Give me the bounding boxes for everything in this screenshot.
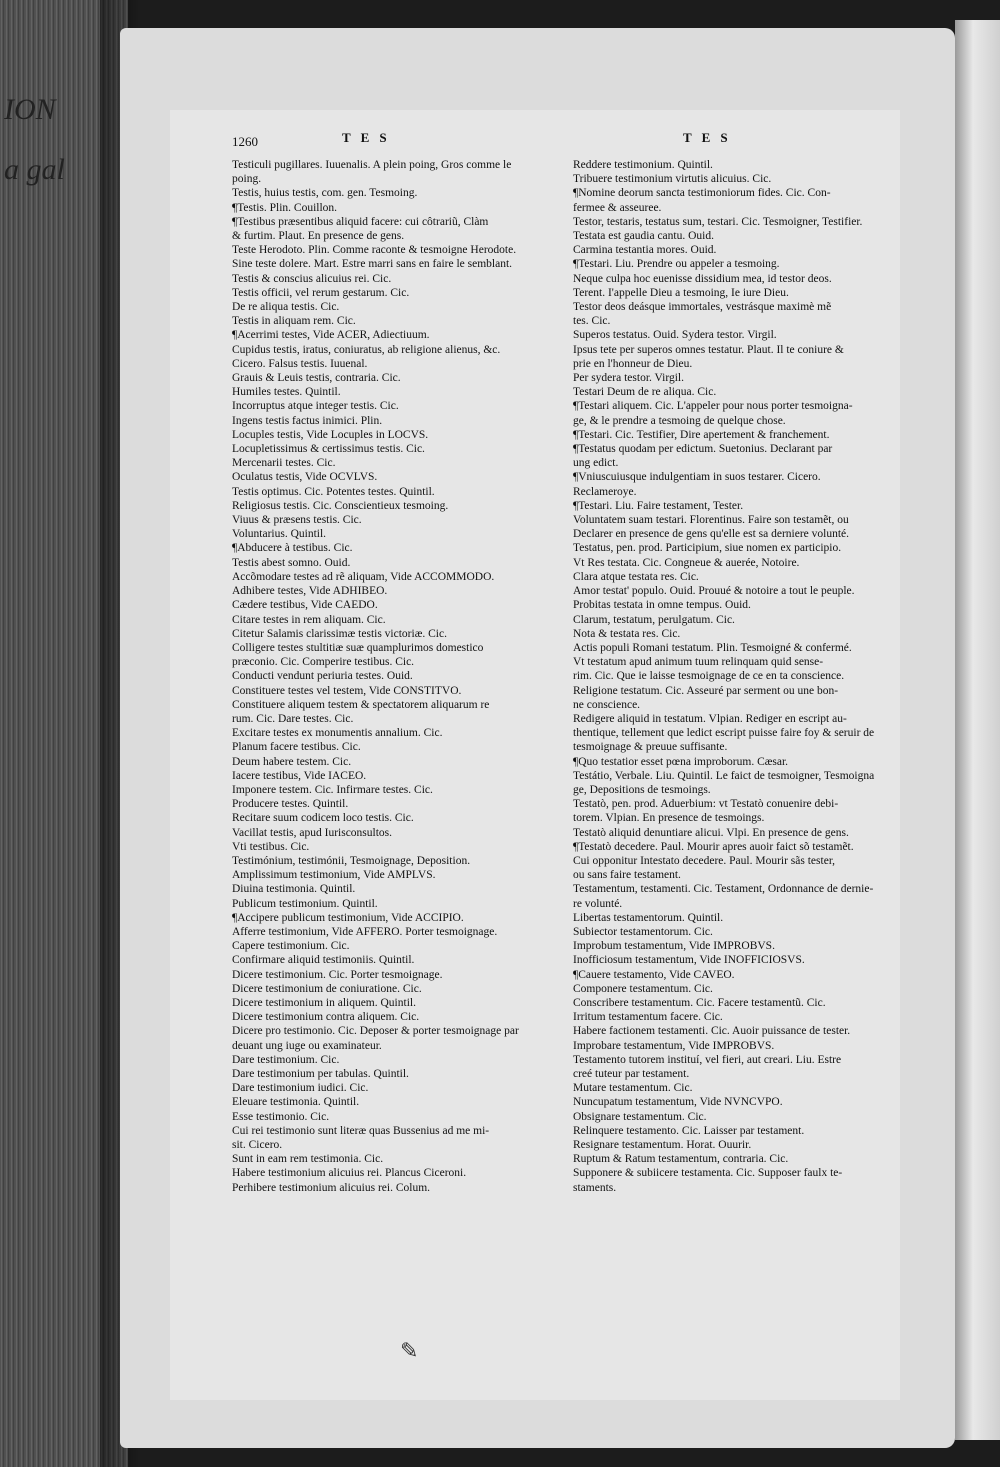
dictionary-line: Testata est gaudia cantu. Ouid. — [573, 230, 714, 243]
dictionary-line: Carmina testantia mores. Ouid. — [573, 244, 717, 257]
dictionary-line: ou sans faire testament. — [573, 869, 681, 882]
dictionary-line: Testamento tutorem instituí, vel fieri, aut creari. Liu. Estre — [573, 1053, 842, 1066]
dictionary-line: Dare testimonium per tabulas. Quintil. — [232, 1068, 409, 1080]
dictionary-line: Neque culpa hoc euenisse dissidium mea, id testor deos. — [573, 272, 832, 285]
dictionary-line: Testor deos deásque immortales, vestrásque maximè mẽ — [573, 301, 832, 314]
dictionary-line: Vacillat testis, apud Iurisconsultos. — [232, 826, 393, 839]
dictionary-line: Constituere aliquem testem & spectatorem aliquarum re — [232, 698, 490, 711]
dictionary-line: Perhibere testimonium alicuius rei. Colum. — [232, 1181, 431, 1194]
dictionary-line: Ingens testis factus inimici. Plin. — [232, 414, 383, 427]
dictionary-line: Locupletissimus & certissimus testis. Cic. — [232, 443, 425, 456]
dictionary-line: Reclameroye. — [573, 485, 637, 498]
dictionary-line: Actis populi Romani testatum. Plin. Tesmoigné & confermé. — [573, 641, 852, 654]
dictionary-line: Mutare testamentum. Cic. — [573, 1082, 693, 1095]
dictionary-line: ¶Testatò decedere. Paul. Mourir apres auoir faict sõ testamẽt. — [573, 840, 854, 853]
dictionary-line: Grauis & Leuis testis, contraria. Cic. — [232, 372, 401, 385]
dictionary-line: Improbare testamentum, Vide IMPROBVS. — [573, 1039, 775, 1052]
dictionary-line: Planum facere testibus. Cic. — [232, 741, 361, 754]
dictionary-line: ¶Quo testatior esset pœna improborum. Cæsar. — [573, 755, 789, 768]
dictionary-line: De re aliqua testis. Cic. — [232, 301, 340, 314]
running-head-left: TES — [342, 130, 397, 145]
dictionary-line: Voluntatem suam testari. Florentinus. Faire son testamẽt, ou — [573, 514, 849, 527]
dictionary-line: Testis in aliquam rem. Cic. — [232, 315, 356, 328]
dictionary-line: Sine teste dolere. Mart. Estre marri sans en faire le semblant. — [232, 258, 513, 271]
dictionary-line: Testatò aliquid denuntiare alicui. Vlpi. En presence de gens. — [573, 826, 849, 839]
dictionary-line: tes. Cic. — [573, 315, 611, 328]
page-number: 1260 — [232, 134, 258, 149]
dictionary-line: Clarum, testatum, perulgatum. Cic. — [573, 613, 735, 626]
dictionary-line: Supponere & subiicere testamenta. Cic. Supposer faulx te- — [573, 1167, 843, 1180]
dictionary-line: & furtim. Plaut. En presence de gens. — [232, 230, 405, 243]
dictionary-line: Humiles testes. Quintil. — [232, 386, 341, 399]
dictionary-line: Testis, huius testis, com. gen. Tesmoing. — [232, 187, 418, 200]
dictionary-line: Testatò, pen. prod. Aduerbium: vt Testatò conuenire debi- — [573, 798, 839, 811]
dictionary-line: Cui rei testimonio sunt literæ quas Bussenius ad me mi- — [232, 1124, 490, 1137]
dictionary-line: rim. Cic. Que ie laisse tesmoignage de ce en ta conscience. — [573, 670, 845, 683]
dictionary-line: Teste Herodoto. Plin. Comme raconte & tesmoigne Herodote. — [232, 244, 517, 257]
dictionary-line: Afferre testimonium, Vide AFFERO. Porter tesmoignage. — [232, 925, 498, 938]
dictionary-line: Probitas testata in omne tempus. Ouid. — [573, 599, 751, 612]
running-head-right: TES — [683, 130, 738, 145]
dictionary-line: Publicum testimonium. Quintil. — [232, 897, 378, 910]
dictionary-line: re volunté. — [573, 897, 623, 910]
dictionary-line: Dicere testimonium contra aliquem. Cic. — [232, 1011, 420, 1024]
dictionary-line: Iacere testibus, Vide IACEO. — [232, 769, 367, 782]
ink-mark-icon: ✎ — [400, 1338, 419, 1363]
dictionary-line: Vt testatum apud animum tuum relinquam quid sense- — [573, 656, 824, 669]
dictionary-line: Terent. I'appelle Dieu a tesmoing, Ie iure Dieu. — [573, 286, 789, 299]
dictionary-line: Cupidus testis, iratus, coniuratus, ab religione alienus, &c. — [232, 343, 501, 356]
dictionary-line: ¶Acerrimi testes, Vide ACER, Adiectiuum. — [232, 329, 430, 342]
dictionary-line: Obsignare testamentum. Cic. — [573, 1110, 707, 1123]
dictionary-line: Habere testimonium alicuius rei. Plancus Ciceroni. — [232, 1167, 467, 1180]
dictionary-line: Clara atque testata res. Cic. — [573, 570, 699, 583]
dictionary-line: poing. — [232, 173, 262, 186]
dictionary-line: ung edict. — [573, 457, 619, 470]
dictionary-line: Subiector testamentorum. Cic. — [573, 925, 713, 938]
dictionary-line: Viuus & præsens testis. Cic. — [232, 514, 362, 527]
margin-stamp-line2: a gal — [4, 153, 65, 186]
dictionary-line: Mercenarii testes. Cic. — [232, 457, 336, 470]
dictionary-line: Diuina testimonia. Quintil. — [232, 883, 356, 896]
dictionary-line: Testis optimus. Cic. Potentes testes. Quintil. — [232, 485, 435, 498]
dictionary-line: Declarer en presence de gens qu'elle est sa derniere volunté. — [573, 528, 850, 541]
dictionary-line: præconio. Cic. Comperire testibus. Cic. — [232, 656, 415, 669]
dictionary-line: Cædere testibus, Vide CAEDO. — [232, 599, 378, 612]
dictionary-line: ¶Abducere à testibus. Cic. — [232, 542, 353, 555]
dictionary-line: rum. Cic. Dare testes. Cic. — [232, 712, 354, 725]
dictionary-line: tesmoignage & preuue suffisante. — [573, 741, 728, 754]
dictionary-line: Cui opponitur Intestato decedere. Paul. Mourir sãs tester, — [573, 854, 836, 867]
dictionary-line: Testor, testaris, testatus sum, testari. Cic. Tesmoigner, Testifier. — [573, 215, 863, 228]
dictionary-line: Incorruptus atque integer testis. Cic. — [232, 400, 399, 413]
dictionary-line: Voluntarius. Quintil. — [232, 528, 327, 541]
dictionary-line: Citetur Salamis clarissimæ testis victoriæ. Cic. — [232, 627, 447, 640]
dictionary-line: Constituere testes vel testem, Vide CONSTITVO. — [232, 684, 462, 697]
dictionary-line: Capere testimonium. Cic. — [232, 940, 350, 953]
dictionary-line: Dicere testimonium de coniuratione. Cic. — [232, 982, 422, 995]
dictionary-line: Testátio, Verbale. Liu. Quintil. Le faict de tesmoigner, Tesmoigna — [573, 769, 875, 782]
dictionary-line: Ipsus tete per superos omnes testatur. Plaut. Il te coniure & — [573, 343, 844, 356]
dictionary-line: staments. — [573, 1181, 617, 1194]
dictionary-line: Vt Res testata. Cic. Congneue & auerée, Notoire. — [573, 556, 800, 569]
dictionary-line: Testamentum, testamenti. Cic. Testament, Ordonnance de dernie- — [573, 883, 874, 896]
dictionary-line: Esse testimonio. Cic. — [232, 1110, 330, 1123]
dictionary-line: Libertas testamentorum. Quintil. — [573, 911, 724, 924]
dictionary-line: Conscribere testamentum. Cic. Facere testamentũ. Cic. — [573, 996, 826, 1009]
dictionary-line: Relinquere testamento. Cic. Laisser par testament. — [573, 1124, 805, 1137]
dictionary-line: ge, & le prendre a tesmoing de quelque chose. — [573, 414, 786, 427]
dictionary-line: prie en l'honneur de Dieu. — [573, 357, 693, 370]
dictionary-line: Dicere pro testimonio. Cic. Deposer & porter tesmoignage par — [232, 1025, 519, 1038]
dictionary-line: Cicero. Falsus testis. Iuuenal. — [232, 357, 368, 370]
dictionary-line: sit. Cicero. — [232, 1139, 283, 1152]
dictionary-line: Conducti vendunt periuria testes. Ouid. — [232, 670, 413, 683]
dictionary-line: Tribuere testimonium virtutis alicuius. Cic. — [573, 173, 772, 186]
dictionary-line: Testatus, pen. prod. Participium, siue nomen ex participio. — [573, 542, 842, 555]
dictionary-line: Citare testes in rem aliquam. Cic. — [232, 613, 386, 626]
dictionary-line: Resignare testamentum. Horat. Ouurir. — [573, 1139, 752, 1152]
dictionary-line: Reddere testimonium. Quintil. — [573, 159, 713, 171]
dictionary-line: ¶Testari. Liu. Faire testament, Tester. — [573, 499, 744, 512]
dictionary-line: Religiosus testis. Cic. Conscientieux tesmoing. — [232, 499, 449, 512]
dictionary-line: Irritum testamentum facere. Cic. — [573, 1011, 723, 1024]
dictionary-line: ¶Testari. Liu. Prendre ou appeler a tesmoing. — [573, 258, 780, 271]
dictionary-line: Redigere aliquid in testatum. Vlpian. Rediger en escript au- — [573, 712, 847, 725]
dictionary-line: Colligere testes stultitiæ suæ quamplurimos domestico — [232, 641, 484, 654]
dictionary-line: Testis officii, vel rerum gestarum. Cic. — [232, 286, 410, 299]
dictionary-line: Componere testamentum. Cic. — [573, 982, 713, 995]
dictionary-line: Confirmare aliquid testimoniis. Quintil. — [232, 954, 415, 967]
dictionary-line: Adhibere testes, Vide ADHIBEO. — [232, 585, 388, 598]
dictionary-line: Sunt in eam rem testimonia. Cic. — [232, 1153, 384, 1166]
dictionary-line: Superos testatus. Ouid. Sydera testor. Virgil. — [573, 329, 777, 342]
dictionary-line: ¶Testis. Plin. Couillon. — [232, 201, 338, 214]
dictionary-line: ¶Vniuscuiusque indulgentiam in suos testarer. Cicero. — [573, 471, 821, 484]
dictionary-line: creé tuteur par testament. — [573, 1068, 690, 1080]
facing-page-edge — [955, 20, 1000, 1440]
dictionary-line: Dicere testimonium. Cic. Porter tesmoignage. — [232, 968, 443, 981]
dictionary-line: deuant ung iuge ou examinateur. — [232, 1039, 382, 1052]
dictionary-line: torem. Vlpian. En presence de tesmoings. — [573, 812, 765, 825]
dictionary-line: ¶Accipere publicum testimonium, Vide ACCIPIO. — [232, 911, 464, 924]
dictionary-line: Ruptum & Ratum testamentum, contraria. Cic. — [573, 1153, 789, 1166]
left-column — [232, 158, 552, 1195]
dictionary-line: ¶Testari aliquem. Cic. L'appeler pour nous porter tesmoigna- — [573, 400, 853, 413]
dictionary-line: Deum habere testem. Cic. — [232, 755, 352, 768]
dictionary-line: Testari Deum de re aliqua. Cic. — [573, 386, 717, 399]
dictionary-line: thentique, tellement que ledict escript puisse faire foy & seruir de — [573, 727, 875, 740]
dictionary-line: Habere factionem testamenti. Cic. Auoir puissance de tester. — [573, 1025, 851, 1038]
dictionary-line: Inofficiosum testamentum, Vide INOFFICIOSVS. — [573, 954, 805, 967]
dictionary-line: Dare testimonium. Cic. — [232, 1053, 340, 1066]
dictionary-line: Amor testat' populo. Ouid. Prouué & notoire a tout le peuple. — [573, 585, 855, 598]
dictionary-line: Excitare testes ex monumentis annalium. Cic. — [232, 727, 443, 740]
dictionary-line: ge, Depositions de tesmoings. — [573, 783, 711, 796]
dictionary-line: Recitare suum codicem loco testis. Cic. — [232, 812, 414, 825]
dictionary-line: ¶Testibus præsentibus aliquid facere: cui côtrariũ, Clàm — [232, 215, 489, 228]
dictionary-line: Testis abest somno. Ouid. — [232, 556, 351, 569]
dictionary-line: Vti testibus. Cic. — [232, 840, 310, 853]
dictionary-line: fermee & asseuree. — [573, 201, 662, 214]
dictionary-line: Testis & conscius alicuius rei. Cic. — [232, 272, 392, 285]
dictionary-line: Amplissimum testimonium, Vide AMPLVS. — [232, 869, 436, 882]
dictionary-line: ¶Testatus quodam per edictum. Suetonius. Declarant par — [573, 443, 833, 456]
dictionary-line: Locuples testis, Vide Locuples in LOCVS. — [232, 428, 429, 441]
margin-stamp-line1: ION — [4, 93, 56, 126]
dictionary-line: Nota & testata res. Cic. — [573, 627, 681, 640]
margin-stamp — [4, 80, 74, 230]
dictionary-line: Imponere testem. Cic. Infirmare testes. Cic. — [232, 783, 433, 796]
dictionary-line: Eleuare testimonia. Quintil. — [232, 1096, 360, 1109]
dictionary-line: Oculatus testis, Vide OCVLVS. — [232, 471, 378, 484]
dictionary-line: Improbum testamentum, Vide IMPROBVS. — [573, 940, 775, 953]
dictionary-line: Dicere testimonium in aliquem. Quintil. — [232, 996, 416, 1009]
dictionary-line: ¶Nomine deorum sancta testimoniorum fides. Cic. Con- — [573, 187, 831, 200]
right-column — [573, 158, 893, 1195]
dictionary-line: Dare testimonium iudici. Cic. — [232, 1082, 369, 1095]
dictionary-line: Accõmodare testes ad rẽ aliquam, Vide ACCOMMODO. — [232, 570, 495, 583]
dictionary-line: ne conscience. — [573, 698, 641, 711]
dictionary-line: Testiculi pugillares. Iuuenalis. A plein poing, Gros comme le — [232, 159, 512, 171]
dictionary-line: Per sydera testor. Virgil. — [573, 372, 684, 385]
dictionary-line: Nuncupatum testamentum, Vide NVNCVPO. — [573, 1096, 783, 1109]
dictionary-line: Religione testatum. Cic. Asseuré par serment ou une bon- — [573, 684, 839, 697]
dictionary-line: Producere testes. Quintil. — [232, 798, 349, 811]
dictionary-line: Testimónium, testimónii, Tesmoignage, Deposition. — [232, 854, 471, 867]
dictionary-line: ¶Cauere testamento, Vide CAVEO. — [573, 968, 735, 981]
dictionary-line: ¶Testari. Cic. Testifier, Dire apertement & franchement. — [573, 428, 830, 441]
